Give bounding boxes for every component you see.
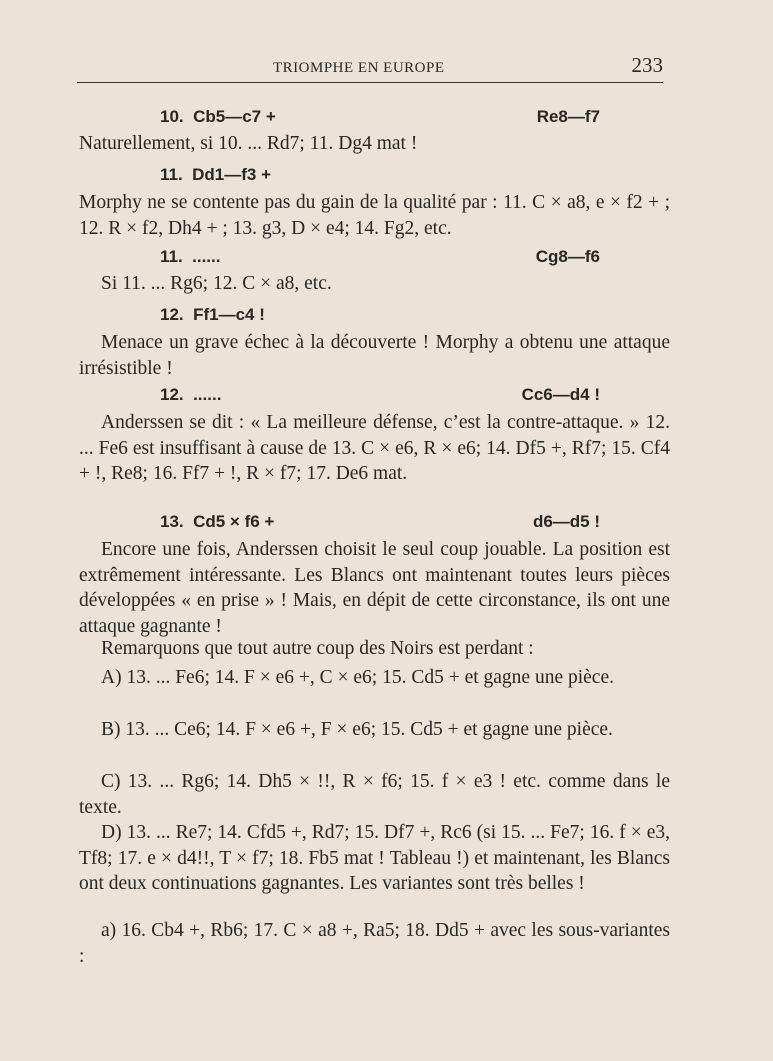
variation-a: A) 13. ... Fe6; 14. F × e6 +, C × e6; 15. Cd5 + et gagne une pièce. xyxy=(101,667,614,688)
black-move: d6—d5 ! xyxy=(532,512,600,531)
move-line xyxy=(160,107,600,129)
move-line xyxy=(160,512,600,534)
page-header xyxy=(77,52,663,83)
commentary-paragraph: Encore une fois, Anderssen choisit le seul coup jouable. La position est extrêmement intéressante. Les Blancs ont maintenant toutes leurs pièces développées « en prise » ! Mais, en dépit de cette circonstance, ils ont une attaque gagnante ! xyxy=(79,539,670,637)
move-line xyxy=(160,385,600,407)
white-move: 10. Cb5—c7 + xyxy=(160,107,276,126)
black-move: Cg8—f6 xyxy=(535,247,600,266)
page-number: 233 xyxy=(631,53,663,77)
black-move: Cc6—d4 ! xyxy=(521,385,600,404)
commentary-paragraph: Remarquons que tout autre coup des Noirs est perdant : xyxy=(101,638,534,659)
move-line xyxy=(160,165,600,187)
variation-b: B) 13. ... Ce6; 14. F × e6 +, F × e6; 15. Cd5 + et gagne une pièce. xyxy=(101,719,613,740)
commentary-paragraph: Si 11. ... Rg6; 12. C × a8, etc. xyxy=(101,273,332,294)
white-move: 11. Dd1—f3 + xyxy=(160,165,272,184)
move-line xyxy=(160,247,600,269)
black-move: Re8—f7 xyxy=(536,107,600,126)
white-move: 12. Ff1—c4 ! xyxy=(160,305,265,324)
commentary-paragraph: Menace un grave échec à la découverte ! Morphy a obtenu une attaque irrésistible ! xyxy=(79,332,670,379)
variation-d: D) 13. ... Re7; 14. Cfd5 +, Rd7; 15. Df7 +, Rc6 (si 15. ... Fe7; 16. f × e3, Tf8; 17. e × d4!!, T × f7; 18. Fb5 mat ! Tableau !) et maintenant, les Blancs ont deux continuations gagnantes. Les variantes sont très belles ! xyxy=(79,822,670,894)
running-title: TRIOMPHE EN EUROPE xyxy=(273,60,445,76)
white-move: 11. ...... xyxy=(160,247,221,266)
sub-variation-a: a) 16. Cb4 +, Rb6; 17. C × a8 +, Ra5; 18. Dd5 + avec les sous-variantes : xyxy=(79,920,670,967)
commentary-paragraph: Morphy ne se contente pas du gain de la qualité par : 11. C × a8, e × f2 + ; 12. R × f2, Dh4 + ; 13. g3, D × e4; 14. Fg2, etc. xyxy=(79,192,670,239)
commentary-paragraph: Anderssen se dit : « La meilleure défense, c’est la contre-attaque. » 12. ... Fe6 est insuffisant à cause de 13. C × e6, R × e6; 14. Df5 +, Rf7; 15. Cf4 + !, Re8; 16. Ff7 + !, R × f7; 17. De6 mat. xyxy=(79,412,670,484)
white-move: 12. ...... xyxy=(160,385,222,404)
commentary-paragraph: Naturellement, si 10. ... Rd7; 11. Dg4 mat ! xyxy=(79,133,418,154)
move-line xyxy=(160,305,600,327)
variation-c: C) 13. ... Rg6; 14. Dh5 × !!, R × f6; 15. f × e3 ! etc. comme dans le texte. xyxy=(79,771,670,818)
white-move: 13. Cd5 × f6 + xyxy=(160,512,275,531)
